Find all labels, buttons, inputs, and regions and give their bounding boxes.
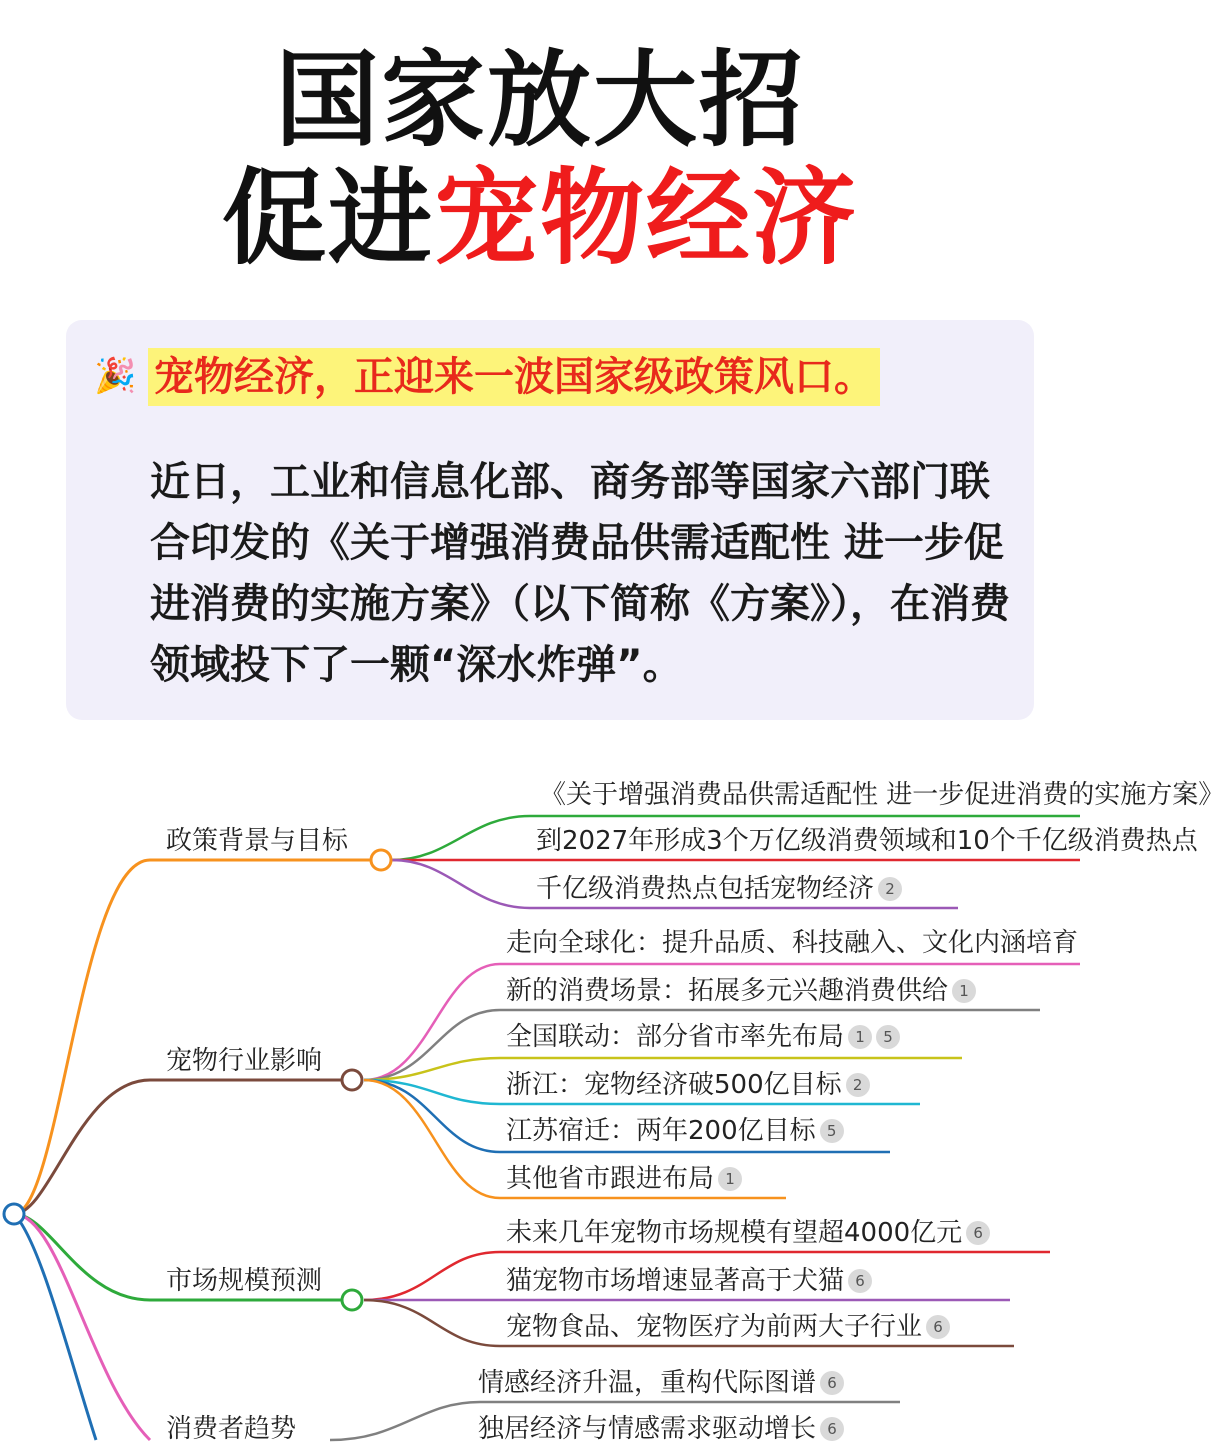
- mindmap-leaf: [506, 928, 1078, 958]
- mindmap-leaf-text: 猫宠物市场增速显著高于犬猫: [506, 1266, 845, 1296]
- reference-badge[interactable]: 6: [966, 1221, 990, 1245]
- mindmap-leaf: [506, 976, 976, 1006]
- mindmap-leaf: [506, 1116, 844, 1146]
- mindmap-leaf: [506, 1022, 900, 1052]
- reference-badge[interactable]: 6: [926, 1315, 950, 1339]
- mindmap-leaf: [506, 1218, 990, 1248]
- reference-badge[interactable]: 1: [718, 1167, 742, 1191]
- mindmap-leaf-text: 浙江：宠物经济破500亿目标: [506, 1070, 842, 1100]
- headline-line2-red: 宠物经济: [434, 157, 859, 279]
- reference-badge[interactable]: 2: [846, 1073, 870, 1097]
- mindmap-leaf: [540, 780, 1224, 810]
- reference-badge[interactable]: 6: [820, 1371, 844, 1395]
- mindmap-branch-label: 政策背景与目标: [166, 826, 349, 856]
- headline-line2: [0, 158, 1080, 278]
- mindmap-leaf-text: 江苏宿迁：两年200亿目标: [506, 1116, 816, 1146]
- mindmap-leaf-text: 未来几年宠物市场规模有望超4000亿元: [506, 1218, 963, 1248]
- mindmap-leaf-text: 全国联动：部分省市率先布局: [506, 1022, 845, 1052]
- party-popper-icon: 🎉: [94, 356, 137, 396]
- headline-line2-black: 促进: [221, 157, 434, 279]
- mindmap-leaf: [478, 1368, 844, 1398]
- mindmap-leaf: [506, 1070, 870, 1100]
- reference-badge[interactable]: 5: [876, 1025, 900, 1049]
- mindmap-leaf-text: 宠物食品、宠物医疗为前两大子行业: [506, 1312, 923, 1342]
- mindmap-leaf-text: 其他省市跟进布局: [506, 1164, 715, 1194]
- mindmap-leaf-text: 千亿级消费热点包括宠物经济: [536, 874, 875, 904]
- reference-badge[interactable]: 5: [820, 1119, 844, 1143]
- mindmap-leaf-text: 走向全球化：提升品质、科技融入、文化内涵培育: [506, 928, 1079, 958]
- mindmap-leaf: [536, 874, 902, 904]
- mindmap-branch-label: 宠物行业影响: [166, 1046, 323, 1076]
- mindmap-leaf: [506, 1312, 950, 1342]
- reference-badge[interactable]: 1: [952, 979, 976, 1003]
- mindmap-branch-label: 消费者趋势: [166, 1414, 297, 1444]
- mindmap-branch-label: 市场规模预测: [166, 1266, 323, 1296]
- mindmap-leaf-text: 情感经济升温，重构代际图谱: [478, 1368, 817, 1398]
- mindmap-leaf: [536, 826, 1198, 856]
- mindmap-leaf: [478, 1414, 844, 1444]
- mindmap-leaf-text: 到2027年形成3个万亿级消费领域和10个千亿级消费热点: [536, 826, 1198, 856]
- intro-paragraph: 近日，工业和信息化部、商务部等国家六部门联合印发的《关于增强消费品供需适配性 进一步促进消费的实施方案》（以下简称《方案》），在消费领域投下了一颗“深水炸弹”。: [150, 459, 1010, 688]
- mindmap-leaf: [506, 1266, 872, 1296]
- reference-badge[interactable]: 2: [878, 877, 902, 901]
- headline-line1: 国家放大招: [274, 39, 805, 161]
- mindmap-leaf-text: 独居经济与情感需求驱动增长: [478, 1414, 817, 1444]
- reference-badge[interactable]: 1: [848, 1025, 872, 1049]
- reference-badge[interactable]: 6: [820, 1417, 844, 1441]
- mindmap-leaf-text: 《关于增强消费品供需适配性 进一步促进消费的实施方案》: [540, 780, 1224, 810]
- reference-badge[interactable]: 6: [848, 1269, 872, 1293]
- mindmap-leaf-text: 新的消费场景：拓展多元兴趣消费供给: [506, 976, 949, 1006]
- highlight-sentence: 宠物经济，正迎来一波国家级政策风口。: [148, 348, 880, 406]
- mindmap-leaf: [506, 1164, 742, 1194]
